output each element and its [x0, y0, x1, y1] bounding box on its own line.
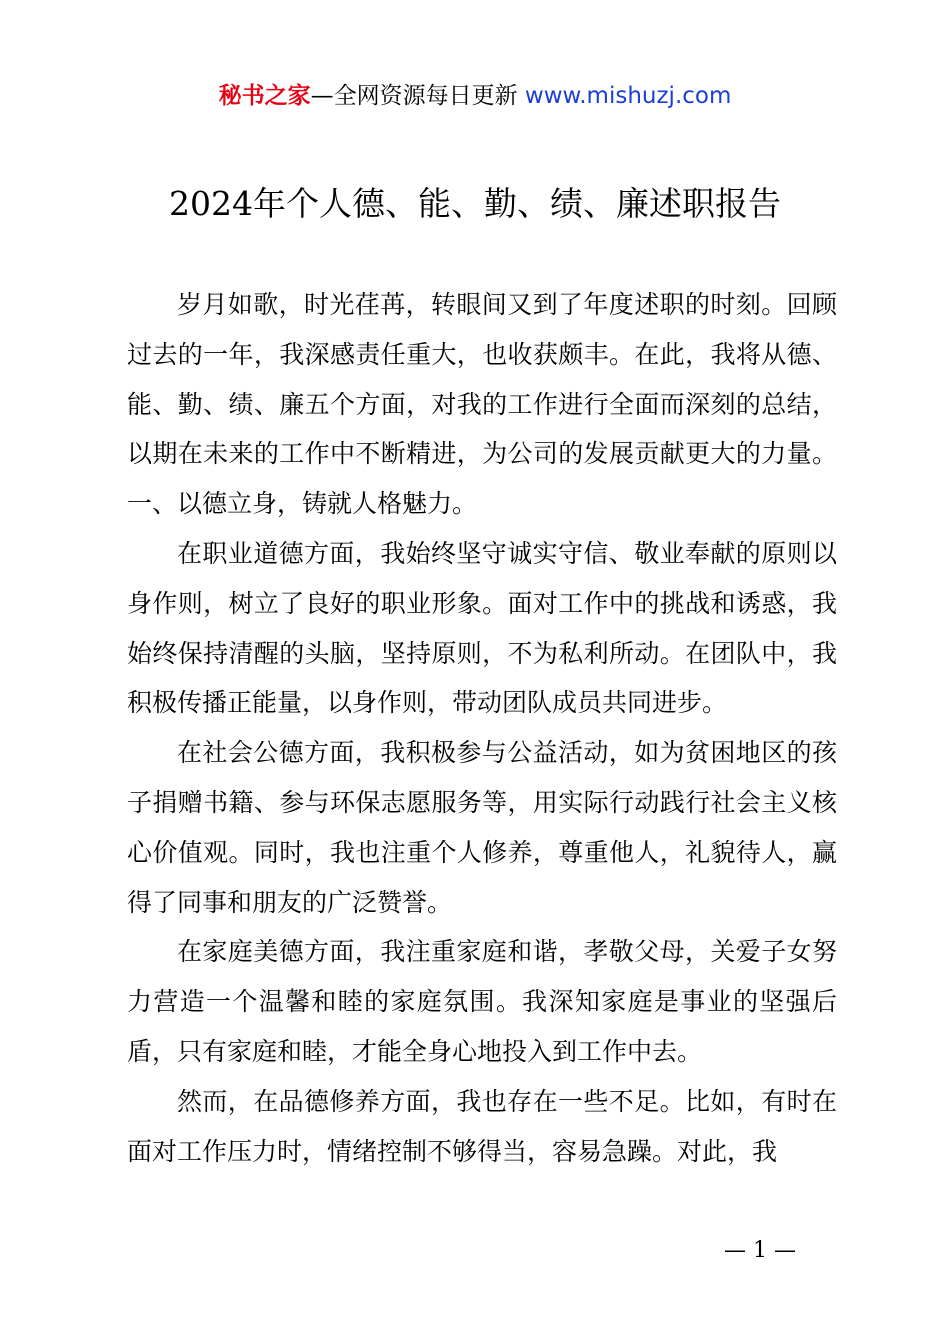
site-tagline: —全网资源每日更新 [310, 83, 525, 109]
document-body [127, 280, 837, 1176]
document-title: 2024年个人德、能、勤、绩、廉述职报告 [169, 184, 781, 223]
paragraph-shortcomings: 然而，在品德修养方面，我也存在一些不足。比如，有时在面对工作压力时，情绪控制不够得当，容易急躁。对此，我 [127, 1086, 837, 1166]
paragraph-family-virtue: 在家庭美德方面，我注重家庭和谐，孝敬父母，关爱子女努力营造一个温馨和睦的家庭氛围。我深知家庭是事业的坚强后盾，只有家庭和睦，才能全身心地投入到工作中去。 [127, 937, 837, 1066]
site-header [0, 80, 950, 112]
paragraph-professional-ethics: 在职业道德方面，我始终坚守诚实守信、敬业奉献的原则以身作则，树立了良好的职业形象。面对工作中的挑战和诱惑，我始终保持清醒的头脑，坚持原则，不为私利所动。在团队中，我积极传播正能量，以身作则，带动团队成员共同进步。 [127, 538, 837, 718]
site-brand: 秘书之家 [218, 83, 311, 109]
paragraph-social-morality: 在社会公德方面，我积极参与公益活动，如为贫困地区的孩子捐赠书籍、参与环保志愿服务等，用实际行动践行社会主义核心价值观。同时，我也注重个人修养，尊重他人，礼貌待人，赢得了同事和朋友的广泛赞誉。 [127, 738, 837, 917]
page-number: — 1 — [724, 1238, 796, 1263]
site-url-link[interactable]: www.mishuzj.com [524, 83, 732, 109]
paragraph-intro: 岁月如歌，时光荏苒，转眼间又到了年度述职的时刻。回顾过去的一年，我深感责任重大，也收获颇丰。在此，我将从德、能、勤、绩、廉五个方面，对我的工作进行全面而深刻的总结，以期在未来的工作中不断精进，为公司的发展贡献更大的力量。一、以德立身，铸就人格魅力。 [127, 290, 837, 519]
